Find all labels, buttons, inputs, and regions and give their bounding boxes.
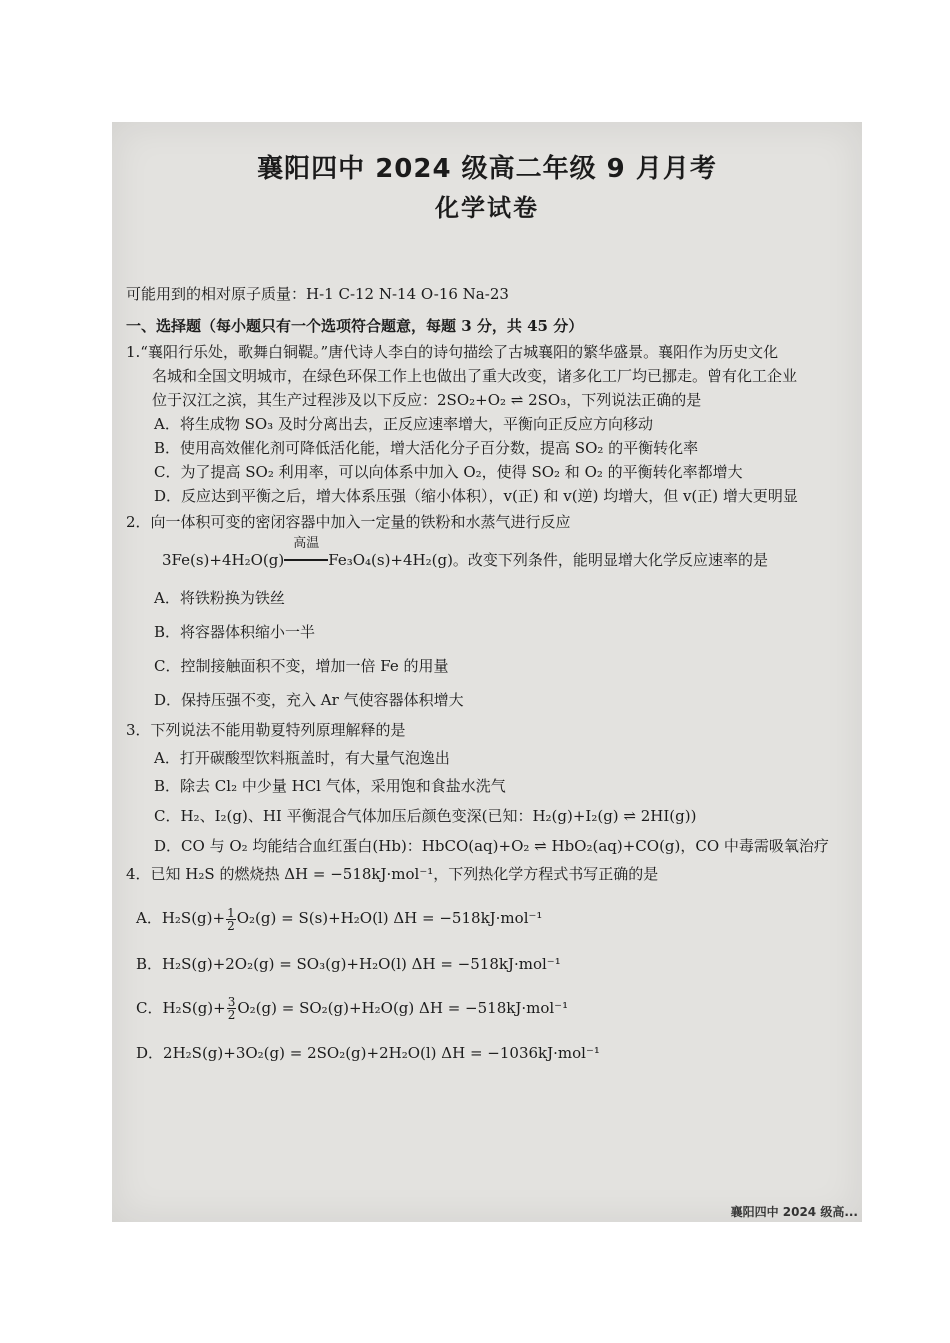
q3-option-c: C．H₂、I₂(g)、HI 平衡混合气体加压后颜色变深(已知：H₂(g)+I₂(g) ⇌ 2HI(g)): [154, 807, 697, 825]
q4-a-pre: A．H₂S(g)+: [136, 909, 226, 927]
question-4: [126, 862, 852, 1065]
q2-option-b: B．将容器体积缩小一半: [154, 623, 316, 641]
q3-option-d: D．CO 与 O₂ 均能结合血红蛋白(Hb)：HbCO(aq)+O₂ ⇌ HbO₂(aq)+CO(g)，CO 中毒需吸氧治疗: [154, 837, 829, 855]
q2-option-c: C．控制接触面积不变，增加一倍 Fe 的用量: [154, 657, 449, 675]
q1-option-c: C．为了提高 SO₂ 利用率，可以向体系中加入 O₂，使得 SO₂ 和 O₂ 的平衡转化率都增大: [154, 463, 743, 481]
q3-stem: 3．下列说法不能用勒夏特列原理解释的是: [126, 721, 406, 739]
q4-stem: 4．已知 H₂S 的燃烧热 ΔH = −518kJ·mol⁻¹，下列热化学方程式书写正确的是: [126, 865, 659, 883]
question-2: [126, 510, 852, 712]
q4-option-a: [126, 906, 852, 932]
q4-a-post: O₂(g) = S(s)+H₂O(l) ΔH = −518kJ·mol⁻¹: [236, 909, 543, 927]
q2-eq-condition: 高温: [293, 536, 320, 551]
q4-option-c: [126, 996, 852, 1022]
q2-equation: [162, 536, 852, 572]
q4-c-pre: C．H₂S(g)+: [136, 998, 226, 1017]
question-3: [126, 718, 852, 858]
q2-eq-arrow: [284, 536, 328, 572]
q1-stem-3: 位于汉江之滨，其生产过程涉及以下反应：2SO₂+O₂ ⇌ 2SO₃，下列说法正确的是: [152, 391, 702, 409]
q2-eq-right: Fe₃O₄(s)+4H₂(g)。改变下列条件，能明显增大化学反应速率的是: [328, 551, 768, 569]
section-title: 一、选择题（每小题只有一个选项符合题意，每题 3 分，共 45 分）: [126, 317, 584, 335]
page-footer: 襄阳四中 2024 级高...: [730, 1205, 858, 1219]
q2-option-d: D．保持压强不变，充入 Ar 气使容器体积增大: [154, 691, 464, 709]
q2-stem: 2．向一体积可变的密闭容器中加入一定量的铁粉和水蒸气进行反应: [126, 513, 571, 531]
q4-option-d: D．2H₂S(g)+3O₂(g) = 2SO₂(g)+2H₂O(l) ΔH = −1036kJ·mol⁻¹: [136, 1044, 600, 1062]
q4-c-post: O₂(g) = SO₂(g)+H₂O(g) ΔH = −518kJ·mol⁻¹: [237, 998, 569, 1017]
q3-option-a: A．打开碳酸型饮料瓶盖时，有大量气泡逸出: [154, 749, 450, 767]
q1-option-d: D．反应达到平衡之后，增大体系压强（缩小体积），v(正) 和 v(逆) 均增大，但 v(正) 增大更明显: [154, 487, 798, 505]
atomic-masses: 可能用到的相对原子质量：H-1 C-12 N-14 O-16 Na-23: [126, 285, 509, 303]
q4-option-b: B．H₂S(g)+2O₂(g) = SO₃(g)+H₂O(l) ΔH = −518kJ·mol⁻¹: [136, 954, 561, 973]
q1-option-b: B．使用高效催化剂可降低活化能，增大活化分子百分数，提高 SO₂ 的平衡转化率: [154, 439, 699, 457]
q1-stem-2: 名城和全国文明城市，在绿色环保工作上也做出了重大改变，诸多化工厂均已挪走。曾有化工企业: [152, 367, 798, 385]
exam-content: [126, 282, 852, 1065]
q4-c-fraction: $\frac{3}{2}$: [227, 995, 236, 1022]
q2-eq-left: 3Fe(s)+4H₂O(g): [162, 551, 285, 569]
q2-option-a: A．将铁粉换为铁丝: [154, 589, 285, 607]
q4-a-fraction: $\frac{1}{2}$: [227, 905, 235, 933]
question-1: [126, 340, 852, 508]
q1-option-a: A．将生成物 SO₃ 及时分离出去，正反应速率增大，平衡向正反应方向移动: [154, 415, 653, 433]
exam-paper: [112, 122, 862, 1222]
q3-option-b: B．除去 Cl₂ 中少量 HCl 气体，采用饱和食盐水洗气: [154, 777, 506, 795]
exam-subtitle: 化学试卷: [435, 194, 539, 222]
q1-stem-1: 1.“襄阳行乐处，歌舞白铜鞮。”唐代诗人李白的诗句描绘了古城襄阳的繁华盛景。襄阳作为历史文化: [126, 343, 779, 361]
exam-title: 襄阳四中 2024 级高二年级 9 月月考: [257, 154, 717, 184]
